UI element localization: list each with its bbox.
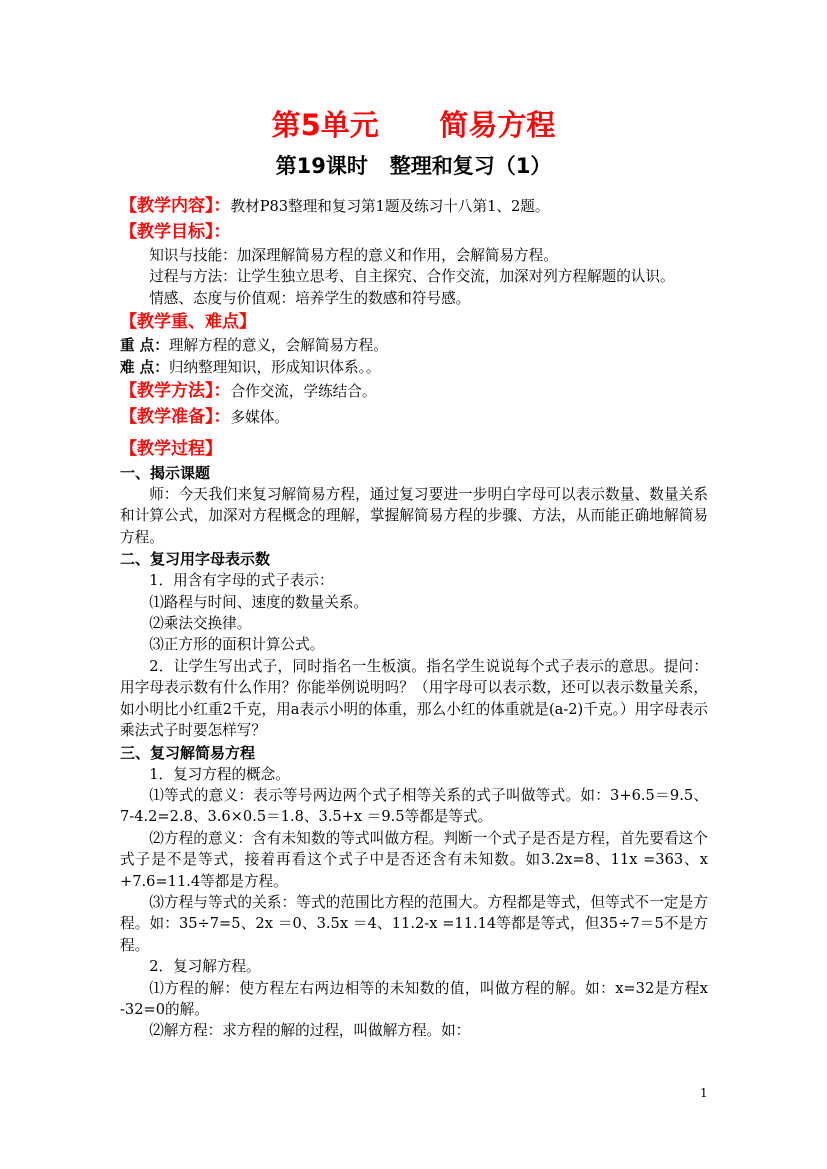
section-3-paragraph: 1．复习方程的概念。	[149, 765, 290, 783]
section-3-paragraph: ⑵方程的意义：含有未知数的等式叫做方程。判断一个式子是否是方程，首先要看这个式子是不是等式，接着再看这个式子中是否还含有未知数。如3.2x=8、11x =363、x +7.6=11.4等都是方程。	[120, 829, 708, 890]
section-3-paragraph: ⑴等式的意义：表示等号两边两个式子相等关系的式子叫做等式。如：3+6.5＝9.5、7-4.2=2.8、3.6×0.5＝1.8、3.5+x ＝9.5等都是等式。	[120, 786, 708, 826]
method-heading: 【教学方法】：	[120, 381, 231, 402]
prep-heading: 【教学准备】：	[120, 407, 231, 428]
section-2-paragraph: 2．让学生写出式子，同时指名一生板演。指名学生说说每个式子表示的意思。提问：用字母表示数有什么作用？你能举例说明吗？（用字母可以表示数，还可以表示数量关系，如小明比小红重2千克，用a表示小明的体重，那么小红的体重就是(a-2)千克。）用字母表示乘法式子时要怎样写？	[120, 657, 708, 740]
keypoints-heading: 【教学重、难点】	[120, 312, 256, 333]
difficulty-text: 归纳整理知识，形成知识体系。。	[168, 358, 381, 376]
goal-knowledge: 知识与技能：加深理解简易方程的意义和作用，会解简易方程。	[149, 247, 558, 264]
goals-heading: 【教学目标】：	[120, 222, 231, 242]
section-2-paragraph: ⑶正方形的面积计算公式。	[149, 636, 325, 654]
content-text: 教材P83整理和复习第1题及练习十八第1、2题。	[230, 198, 550, 215]
method-text: 合作交流，学练结合。	[230, 383, 377, 401]
section-3-paragraph: ⑵解方程：求方程的解的过程，叫做解方程。如：	[149, 1022, 471, 1040]
method-line	[120, 378, 708, 404]
section-2-paragraph: 1．用含有字母的式子表示：	[149, 572, 334, 590]
key-point-label: 重 点：	[120, 337, 169, 355]
content-line	[120, 193, 708, 219]
section-3-paragraph: ⑴方程的解：使方程左右两边相等的未知数的值，叫做方程的解。如：x=32是方程x -32=0的解。	[120, 979, 708, 1018]
process-heading: 【教学过程】	[120, 439, 222, 460]
content-heading: 【教学内容】：	[120, 196, 231, 216]
lesson-subtitle: 第19课时 整理和复习（1）	[275, 154, 552, 178]
difficulty-label: 难 点：	[120, 358, 169, 376]
document-body	[120, 193, 708, 1042]
prep-line	[120, 404, 708, 430]
key-point-line	[120, 335, 708, 356]
goal-emotion: 情感、态度与价值观：培养学生的数感和符号感。	[149, 289, 471, 307]
section-3-paragraph: ⑶方程与等式的关系：等式的范围比方程的范围大。方程都是等式，但等式不一定是方程。如：35÷7=5、2x ＝0、3.5x ＝4、11.2-x =11.14等都是等式，但35÷7＝5不是方程。	[120, 893, 708, 954]
section-3-title: 三、复习解简易方程	[120, 743, 256, 762]
section-2-paragraph: ⑴路程与时间、速度的数量关系。	[149, 593, 369, 611]
prep-text: 多媒体。	[230, 409, 289, 427]
difficulty-line	[120, 357, 708, 378]
section-1-paragraph: 师：今天我们来复习解简易方程，通过复习要进一步明白字母可以表示数量、数量关系和计算公式，加深对方程概念的理解，掌握解简易方程的步骤、方法，从而能正确地解简易方程。	[120, 486, 708, 546]
key-point-text: 理解方程的意义，会解简易方程。	[168, 337, 388, 355]
section-2-title: 二、复习用字母表示数	[120, 550, 271, 569]
section-2-paragraph: ⑵乘法交换律。	[149, 615, 252, 633]
section-3-paragraph: 2．复习解方程。	[149, 958, 261, 976]
page-number: 1	[700, 1086, 708, 1100]
section-1-title: 一、揭示课题	[120, 464, 211, 483]
goal-process: 过程与方法：让学生独立思考、自主探究、合作交流，加深对列方程解题的认识。	[149, 268, 675, 286]
unit-title: 第5单元 简易方程	[271, 108, 556, 142]
